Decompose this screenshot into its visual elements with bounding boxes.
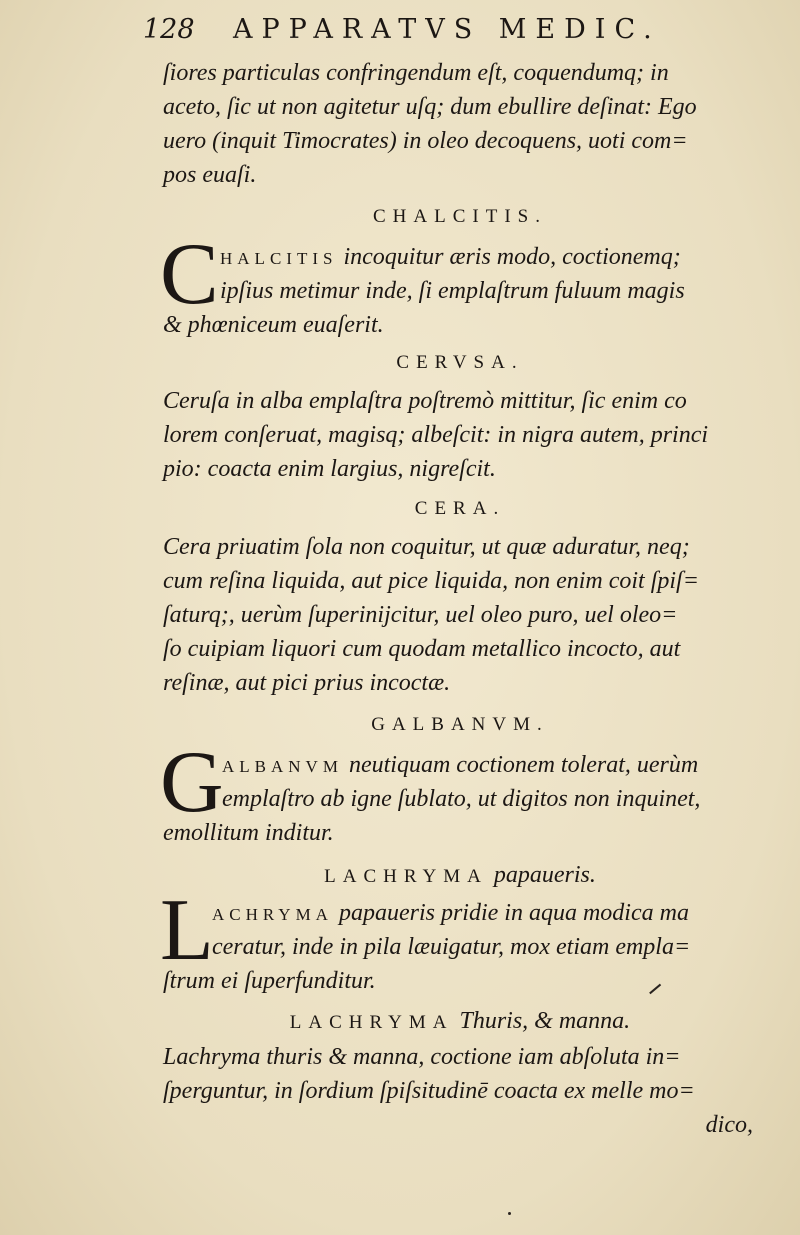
text-fragment: emollitum inditur. bbox=[163, 820, 334, 846]
text-fragment: emplaſtro ab igne ſublato, ut digitos non inquinet, bbox=[222, 786, 701, 812]
intro-paragraph bbox=[163, 56, 763, 192]
heading-italic: papaueris. bbox=[487, 862, 596, 888]
text-line: dico, bbox=[705, 1112, 753, 1138]
text-fragment: neutiquam coctionem tolerat, uerùm bbox=[342, 752, 699, 778]
page-header bbox=[143, 10, 743, 50]
text-line: Cera priuatim ſola non coquitur, ut quæ aduratur, neq; bbox=[163, 534, 690, 560]
heading-smallcaps: LACHRYMA bbox=[289, 1012, 454, 1033]
galbanum-line-3 bbox=[163, 816, 763, 850]
cera-paragraph bbox=[163, 530, 763, 700]
lachryma-line-2 bbox=[212, 930, 800, 964]
lead-word: ACHRYMA bbox=[212, 905, 333, 924]
text-line: Ceruſa in alba emplaſtra poſtremò mittitur, ſic enim co bbox=[163, 388, 687, 414]
text-fragment: papaueris pridie in aqua modica ma bbox=[332, 900, 689, 926]
text-line: uero (inquit Timocrates) in oleo decoquens, uoti com= bbox=[163, 128, 688, 154]
chalcitis-line-3 bbox=[163, 308, 763, 342]
text-line: pio: coacta enim largius, nigreſcit. bbox=[163, 456, 496, 482]
running-head: APPARATVS MEDIC. bbox=[233, 14, 661, 45]
text-line: ſo cuipiam liquori cum quodam metallico incocto, aut bbox=[163, 636, 681, 662]
text-line: pos euaſi. bbox=[163, 162, 257, 188]
chalcitis-line-1 bbox=[220, 240, 800, 276]
heading-italic: Thuris, & manna. bbox=[453, 1008, 631, 1034]
text-line: ſperguntur, in ſordium ſpiſsitudinē coacta ex melle mo= bbox=[163, 1078, 695, 1104]
ink-speck bbox=[508, 1212, 511, 1215]
text-line: ſaturq;, uerùm ſuperinijcitur, uel oleo puro, uel oleo= bbox=[163, 602, 678, 628]
section-heading-cera: CERA. bbox=[414, 498, 506, 519]
text-line: reſinæ, aut pici prius incoctæ. bbox=[163, 670, 451, 696]
section-heading-lachryma-thuris bbox=[160, 1008, 760, 1035]
thuris-paragraph bbox=[163, 1040, 763, 1142]
text-fragment: ceratur, inde in pila læuigatur, mox etiam empla= bbox=[212, 934, 691, 960]
text-fragment: ipſius metimur inde, ſi emplaſtrum fuluum magis bbox=[220, 278, 685, 304]
text-line: lorem conſeruat, magisq; albeſcit: in nigra autem, princi bbox=[163, 422, 709, 448]
section-heading-galbanum: GALBANVM. bbox=[371, 714, 549, 735]
chalcitis-line-2 bbox=[220, 274, 800, 308]
lead-word: HALCITIS bbox=[220, 249, 338, 268]
text-line: cum reſina liquida, aut pice liquida, non enim coit ſpiſ= bbox=[163, 568, 699, 594]
section-heading-lachryma-papaueris bbox=[160, 862, 760, 889]
heading-smallcaps: LACHRYMA bbox=[324, 866, 488, 887]
section-heading-chalcitis: CHALCITIS. bbox=[373, 206, 547, 227]
text-fragment: incoquitur æris modo, coctionemq; bbox=[337, 244, 681, 270]
text-fragment: & phœniceum euaſerit. bbox=[163, 312, 384, 338]
lead-word: ALBANVM bbox=[222, 757, 343, 776]
text-fragment: ſtrum ei ſuperfunditur. bbox=[163, 968, 376, 994]
cerusa-paragraph bbox=[163, 384, 763, 486]
drop-cap: G bbox=[160, 734, 224, 831]
drop-cap: L bbox=[160, 882, 214, 979]
text-line: ſiores particulas confringendum eſt, coquendumq; in bbox=[163, 60, 669, 86]
text-line: aceto, ſic ut non agitetur uſq; dum ebullire deſinat: Ego bbox=[163, 94, 697, 120]
galbanum-line-2 bbox=[222, 782, 800, 816]
section-heading-cerusa: CERVSA. bbox=[396, 352, 524, 373]
lachryma-line-3 bbox=[163, 964, 763, 998]
folio-number: 128 bbox=[143, 14, 195, 45]
text-line: Lachryma thuris & manna, coctione iam abſoluta in= bbox=[163, 1044, 681, 1070]
galbanum-line-1 bbox=[222, 748, 800, 784]
lachryma-line-1 bbox=[212, 896, 800, 932]
drop-cap: C bbox=[160, 226, 219, 323]
